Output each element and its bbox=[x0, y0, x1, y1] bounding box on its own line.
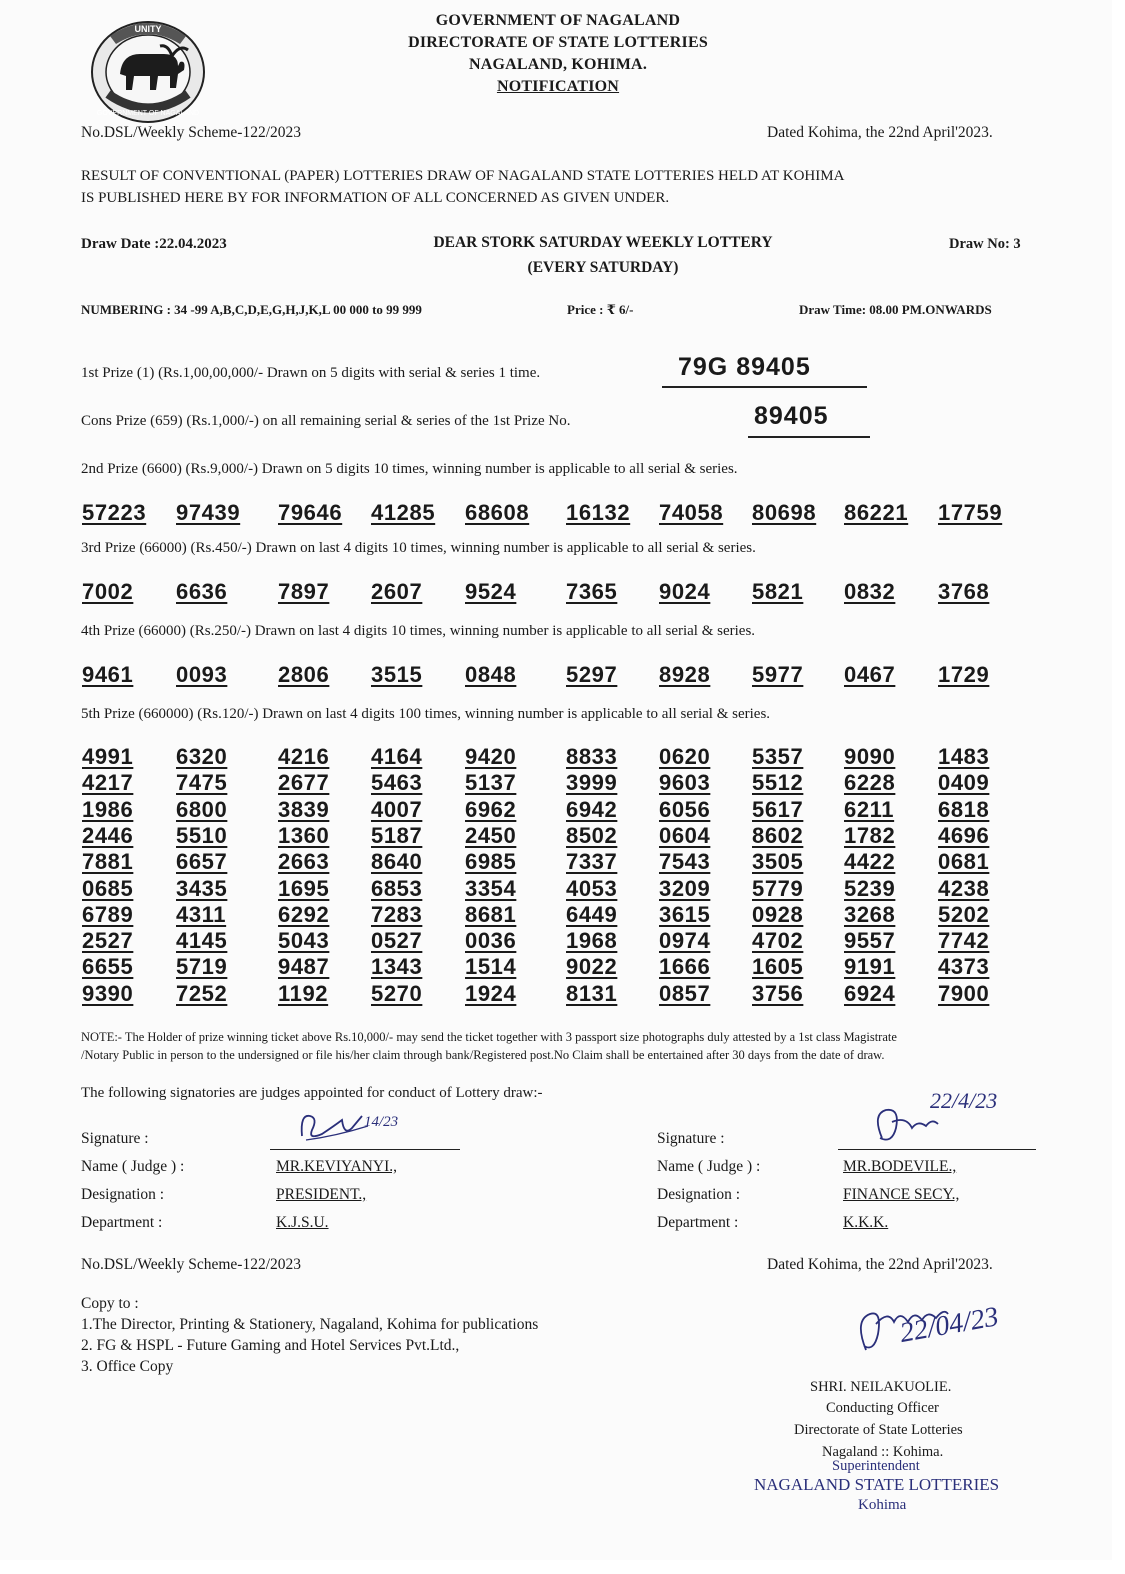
fourth-prize-row bbox=[0, 662, 1112, 688]
fifth-prize-number: 7900 bbox=[938, 980, 990, 1006]
copy-to-heading: Copy to : bbox=[81, 1295, 139, 1312]
fifth-prize-number: 2663 bbox=[278, 849, 330, 875]
left-judge-department: K.J.S.U. bbox=[276, 1214, 329, 1231]
fifth-prize-number: 0620 bbox=[659, 744, 711, 769]
fifth-prize-number: 1192 bbox=[278, 980, 329, 1006]
footer-reference-date: Dated Kohima, the 22nd April'2023. bbox=[767, 1256, 993, 1273]
header-notification: NOTIFICATION bbox=[496, 78, 620, 95]
fifth-prize-number: 7543 bbox=[659, 849, 711, 875]
fifth-prize-number: 5719 bbox=[176, 954, 228, 980]
fourth-prize-number: 5977 bbox=[752, 662, 804, 687]
first-prize-number: 79G 89405 bbox=[678, 353, 811, 381]
fifth-prize-number: 8833 bbox=[566, 744, 618, 769]
fourth-prize-number: 0093 bbox=[176, 662, 228, 687]
left-name-label: Name ( Judge ) : bbox=[81, 1158, 185, 1175]
fifth-prize-number: 5187 bbox=[371, 822, 423, 848]
fifth-prize-row bbox=[0, 823, 1112, 849]
fifth-prize-number: 9191 bbox=[844, 954, 896, 980]
cons-prize-underline bbox=[748, 436, 870, 438]
fourth-prize-number: 2806 bbox=[278, 662, 330, 687]
fifth-prize-number: 9090 bbox=[844, 744, 896, 769]
header-directorate: DIRECTORATE OF STATE LOTTERIES bbox=[408, 34, 708, 51]
fifth-prize-number: 6655 bbox=[82, 954, 134, 980]
fifth-prize-label: 5th Prize (660000) (Rs.120/-) Drawn on last 4 digits 100 times, winning number is applicable to all serial & series. bbox=[81, 706, 771, 722]
fifth-prize-number: 4053 bbox=[566, 875, 618, 901]
fifth-prize-number: 5357 bbox=[752, 744, 804, 769]
draw-time: Draw Time: 08.00 PM.ONWARDS bbox=[799, 302, 992, 317]
fifth-prize-number: 0928 bbox=[752, 901, 804, 927]
fifth-prize-number: 6320 bbox=[176, 744, 228, 769]
fifth-prize-number: 3268 bbox=[844, 901, 896, 927]
third-prize-number: 5821 bbox=[752, 579, 804, 604]
fifth-prize-number: 6985 bbox=[465, 849, 517, 875]
fifth-prize-row bbox=[0, 928, 1112, 954]
first-prize-label: 1st Prize (1) (Rs.1,00,00,000/- Drawn on 5 digits with serial & series 1 time. bbox=[81, 365, 541, 381]
third-prize-number: 7365 bbox=[566, 579, 618, 604]
reference-number: No.DSL/Weekly Scheme-122/2023 bbox=[81, 124, 302, 141]
officer-place: Nagaland :: Kohima. bbox=[822, 1444, 944, 1460]
fifth-prize-number: 7283 bbox=[371, 901, 423, 927]
fifth-prize-number: 9420 bbox=[465, 744, 517, 769]
copy-to-item: 2. FG & HSPL - Future Gaming and Hotel Services Pvt.Ltd., bbox=[81, 1337, 460, 1354]
second-prize-number: 16132 bbox=[566, 500, 631, 525]
fifth-prize-row bbox=[0, 797, 1112, 823]
fifth-prize-number: 8602 bbox=[752, 822, 804, 848]
right-signature-scribble: 22/4/23 bbox=[930, 1088, 998, 1113]
lottery-title: DEAR STORK SATURDAY WEEKLY LOTTERY bbox=[433, 234, 773, 251]
fifth-prize-number: 3999 bbox=[566, 770, 618, 796]
third-prize-number: 7002 bbox=[82, 579, 134, 604]
fifth-prize-number: 5617 bbox=[752, 796, 804, 822]
cons-prize-label: Cons Prize (659) (Rs.1,000/-) on all remaining serial & series of the 1st Prize No. bbox=[81, 413, 571, 429]
fifth-prize-number: 6789 bbox=[82, 901, 134, 927]
second-prize-number: 86221 bbox=[844, 500, 909, 525]
fifth-prize-number: 9557 bbox=[844, 928, 896, 954]
fifth-prize-number: 6800 bbox=[176, 796, 228, 822]
draw-number: Draw No: 3 bbox=[949, 236, 1021, 252]
fifth-prize-number: 7475 bbox=[176, 770, 228, 796]
fifth-prize-number: 4702 bbox=[752, 928, 804, 954]
cons-prize-number: 89405 bbox=[754, 402, 829, 430]
fifth-prize-number: 7742 bbox=[938, 928, 990, 954]
second-prize-number: 68608 bbox=[465, 500, 530, 525]
fifth-prize-number: 3354 bbox=[465, 875, 517, 901]
fifth-prize-number: 1360 bbox=[278, 822, 330, 848]
second-prize-number: 17759 bbox=[938, 500, 1003, 525]
fifth-prize-number: 1782 bbox=[844, 822, 896, 848]
left-judge-name: MR.KEVIYANYI., bbox=[276, 1158, 397, 1175]
fifth-prize-number: 0604 bbox=[659, 822, 711, 848]
stamp-nagaland-state-lotteries: NAGALAND STATE LOTTERIES bbox=[754, 1475, 1000, 1494]
fifth-prize-number: 7252 bbox=[176, 980, 228, 1006]
fifth-prize-number: 6818 bbox=[938, 796, 990, 822]
fifth-prize-number: 5270 bbox=[371, 980, 423, 1006]
fifth-prize-number: 7337 bbox=[566, 849, 618, 875]
fifth-prize-row bbox=[0, 981, 1112, 1007]
fifth-prize-number: 6657 bbox=[176, 849, 228, 875]
left-department-label: Department : bbox=[81, 1214, 163, 1231]
fifth-prize-number: 6449 bbox=[566, 901, 618, 927]
fifth-prize-number: 0681 bbox=[938, 849, 990, 875]
fifth-prize-number: 0857 bbox=[659, 980, 711, 1006]
left-judge-designation: PRESIDENT., bbox=[276, 1186, 367, 1203]
officer-title: Conducting Officer bbox=[826, 1400, 939, 1416]
copy-to-item: 3. Office Copy bbox=[81, 1358, 174, 1375]
left-signature-line bbox=[270, 1149, 460, 1150]
fifth-prize-row bbox=[0, 849, 1112, 875]
fifth-prize-row bbox=[0, 902, 1112, 928]
fourth-prize-number: 9461 bbox=[82, 662, 134, 687]
officer-name: SHRI. NEILAKUOLIE. bbox=[810, 1379, 952, 1395]
right-signature-line bbox=[838, 1149, 1036, 1150]
copy-to-item: 1.The Director, Printing & Stationery, Nagaland, Kohima for publications bbox=[81, 1316, 539, 1333]
emblem-top-text: UNITY bbox=[134, 24, 162, 34]
right-judge-designation: FINANCE SECY., bbox=[843, 1186, 960, 1203]
third-prize-number: 9524 bbox=[465, 579, 517, 604]
second-prize-number: 79646 bbox=[278, 500, 343, 525]
fifth-prize-number: 4238 bbox=[938, 875, 990, 901]
right-signature-label: Signature : bbox=[657, 1130, 725, 1147]
fifth-prize-number: 6962 bbox=[465, 796, 517, 822]
fifth-prize-number: 4373 bbox=[938, 954, 990, 980]
fifth-prize-number: 1695 bbox=[278, 875, 330, 901]
fifth-prize-number: 1666 bbox=[659, 954, 711, 980]
officer-department: Directorate of State Lotteries bbox=[794, 1422, 963, 1438]
fifth-prize-number: 2446 bbox=[82, 822, 134, 848]
third-prize-number: 7897 bbox=[278, 579, 330, 604]
fifth-prize-number: 1968 bbox=[566, 928, 618, 954]
ticket-price: Price : ₹ 6/- bbox=[567, 302, 634, 317]
second-prize-number: 74058 bbox=[659, 500, 724, 525]
numbering: NUMBERING : 34 -99 A,B,C,D,E,G,H,J,K,L 00 000 to 99 999 bbox=[81, 302, 422, 317]
second-prize-label: 2nd Prize (6600) (Rs.9,000/-) Drawn on 5 digits 10 times, winning number is applicable to all serial & series. bbox=[81, 461, 738, 477]
draw-date: Draw Date :22.04.2023 bbox=[81, 236, 227, 252]
fifth-prize-number: 9390 bbox=[82, 980, 134, 1006]
right-name-label: Name ( Judge ) : bbox=[657, 1158, 761, 1175]
fourth-prize-number: 3515 bbox=[371, 662, 423, 687]
note-line-2: /Notary Public in person to the undersigned or file his/her claim through bank/Registered post.No Claim shall be entertained after 30 days from the date of draw. bbox=[81, 1048, 885, 1062]
fifth-prize-number: 5779 bbox=[752, 875, 804, 901]
right-designation-label: Designation : bbox=[657, 1186, 741, 1203]
fifth-prize-number: 1986 bbox=[82, 796, 134, 822]
fifth-prize-number: 8502 bbox=[566, 822, 618, 848]
second-prize-number: 41285 bbox=[371, 500, 436, 525]
fifth-prize-number: 5137 bbox=[465, 770, 517, 796]
fifth-prize-number: 1924 bbox=[465, 980, 517, 1006]
fourth-prize-number: 1729 bbox=[938, 662, 990, 687]
fifth-prize-number: 3435 bbox=[176, 875, 228, 901]
fifth-prize-number: 5510 bbox=[176, 822, 228, 848]
stamp-superintendent: Superintendent bbox=[832, 1458, 920, 1474]
fifth-prize-number: 2677 bbox=[278, 770, 330, 796]
left-designation-label: Designation : bbox=[81, 1186, 165, 1203]
fifth-prize-number: 4007 bbox=[371, 796, 423, 822]
judges-intro: The following signatories are judges appointed for conduct of Lottery draw:- bbox=[81, 1085, 543, 1101]
fifth-prize-number: 8681 bbox=[465, 901, 517, 927]
fifth-prize-number: 2450 bbox=[465, 822, 517, 848]
second-prize-number: 97439 bbox=[176, 500, 241, 525]
fifth-prize-number: 0974 bbox=[659, 928, 711, 954]
third-prize-number: 6636 bbox=[176, 579, 228, 604]
fifth-prize-row bbox=[0, 770, 1112, 796]
fifth-prize-number: 7881 bbox=[82, 849, 134, 875]
fifth-prize-number: 6292 bbox=[278, 901, 330, 927]
left-signature-scribble: 14/23 bbox=[364, 1114, 399, 1130]
footer-reference-number: No.DSL/Weekly Scheme-122/2023 bbox=[81, 1256, 302, 1273]
fifth-prize-number: 4422 bbox=[844, 849, 896, 875]
fifth-prize-number: 4311 bbox=[176, 901, 227, 927]
fourth-prize-number: 8928 bbox=[659, 662, 711, 687]
stamp-kohima: Kohima bbox=[858, 1497, 907, 1513]
fifth-prize-number: 6056 bbox=[659, 796, 711, 822]
fourth-prize-label: 4th Prize (66000) (Rs.250/-) Drawn on last 4 digits 10 times, winning number is applicable to all serial & series. bbox=[81, 623, 756, 639]
fifth-prize-number: 4991 bbox=[82, 744, 134, 769]
fifth-prize-number: 6942 bbox=[566, 796, 618, 822]
fifth-prize-number: 4216 bbox=[278, 744, 330, 769]
first-prize-underline bbox=[662, 386, 867, 388]
fifth-prize-number: 5512 bbox=[752, 770, 804, 796]
fifth-prize-number: 3505 bbox=[752, 849, 804, 875]
fifth-prize-number: 2527 bbox=[82, 928, 134, 954]
right-judge-name: MR.BODEVILE., bbox=[843, 1158, 957, 1175]
fifth-prize-number: 6853 bbox=[371, 875, 423, 901]
fifth-prize-number: 4217 bbox=[82, 770, 134, 796]
left-signature-label: Signature : bbox=[81, 1130, 149, 1147]
third-prize-number: 0832 bbox=[844, 579, 896, 604]
second-prize-number: 57223 bbox=[82, 500, 147, 525]
fifth-prize-number: 4164 bbox=[371, 744, 423, 769]
fifth-prize-number: 5043 bbox=[278, 928, 330, 954]
fifth-prize-number: 1343 bbox=[371, 954, 423, 980]
fifth-prize-number: 6228 bbox=[844, 770, 896, 796]
third-prize-number: 2607 bbox=[371, 579, 423, 604]
fifth-prize-number: 1605 bbox=[752, 954, 804, 980]
right-judge-department: K.K.K. bbox=[843, 1214, 889, 1231]
third-prize-number: 3768 bbox=[938, 579, 990, 604]
fifth-prize-number: 0685 bbox=[82, 875, 134, 901]
fourth-prize-number: 5297 bbox=[566, 662, 618, 687]
header-place: NAGALAND, KOHIMA. bbox=[468, 56, 648, 73]
fifth-prize-number: 9022 bbox=[566, 954, 618, 980]
fifth-prize-row bbox=[0, 876, 1112, 902]
fifth-prize-number: 3839 bbox=[278, 796, 330, 822]
second-prize-number: 80698 bbox=[752, 500, 817, 525]
fifth-prize-number: 6211 bbox=[844, 796, 895, 822]
officer-signature-scribble: 22/04/23 bbox=[897, 1301, 1001, 1350]
lottery-subtitle: (EVERY SATURDAY) bbox=[527, 259, 679, 276]
fifth-prize-number: 3209 bbox=[659, 875, 711, 901]
fifth-prize-number: 5463 bbox=[371, 770, 423, 796]
third-prize-row bbox=[0, 579, 1112, 605]
second-prize-row bbox=[0, 500, 1112, 526]
fifth-prize-row bbox=[0, 744, 1112, 770]
fifth-prize-row bbox=[0, 954, 1112, 980]
emblem-ring-text: GOVERNMENT OF NAGALAND bbox=[96, 110, 200, 117]
fifth-prize-number: 1483 bbox=[938, 744, 990, 769]
fifth-prize-number: 0036 bbox=[465, 928, 517, 954]
fifth-prize-number: 8131 bbox=[566, 980, 618, 1006]
third-prize-label: 3rd Prize (66000) (Rs.450/-) Drawn on last 4 digits 10 times, winning number is applicable to all serial & series. bbox=[81, 540, 756, 556]
fourth-prize-number: 0848 bbox=[465, 662, 517, 687]
intro-line-2: IS PUBLISHED HERE BY FOR INFORMATION OF ALL CONCERNED AS GIVEN UNDER. bbox=[81, 190, 670, 206]
fifth-prize-number: 5202 bbox=[938, 901, 990, 927]
reference-date: Dated Kohima, the 22nd April'2023. bbox=[767, 124, 993, 141]
header-government: GOVERNMENT OF NAGALAND bbox=[435, 12, 681, 29]
fifth-prize-number: 4145 bbox=[176, 928, 228, 954]
fifth-prize-number: 1514 bbox=[465, 954, 517, 980]
note-line-1: NOTE:- The Holder of prize winning ticket above Rs.10,000/- may send the ticket together with 3 passport size photographs duly attested by a 1st class Magistrate bbox=[81, 1030, 897, 1044]
fifth-prize-number: 5239 bbox=[844, 875, 896, 901]
right-department-label: Department : bbox=[657, 1214, 739, 1231]
fifth-prize-number: 9603 bbox=[659, 770, 711, 796]
third-prize-number: 9024 bbox=[659, 579, 711, 604]
fifth-prize-number: 0527 bbox=[371, 928, 423, 954]
intro-line-1: RESULT OF CONVENTIONAL (PAPER) LOTTERIES DRAW OF NAGALAND STATE LOTTERIES HELD AT KOHIMA bbox=[81, 168, 845, 184]
fifth-prize-number: 9487 bbox=[278, 954, 330, 980]
fifth-prize-number: 3756 bbox=[752, 980, 804, 1006]
fifth-prize-number: 0409 bbox=[938, 770, 990, 796]
fifth-prize-number: 3615 bbox=[659, 901, 711, 927]
fourth-prize-number: 0467 bbox=[844, 662, 896, 687]
fifth-prize-number: 8640 bbox=[371, 849, 423, 875]
fifth-prize-number: 4696 bbox=[938, 822, 990, 848]
fifth-prize-number: 6924 bbox=[844, 980, 896, 1006]
